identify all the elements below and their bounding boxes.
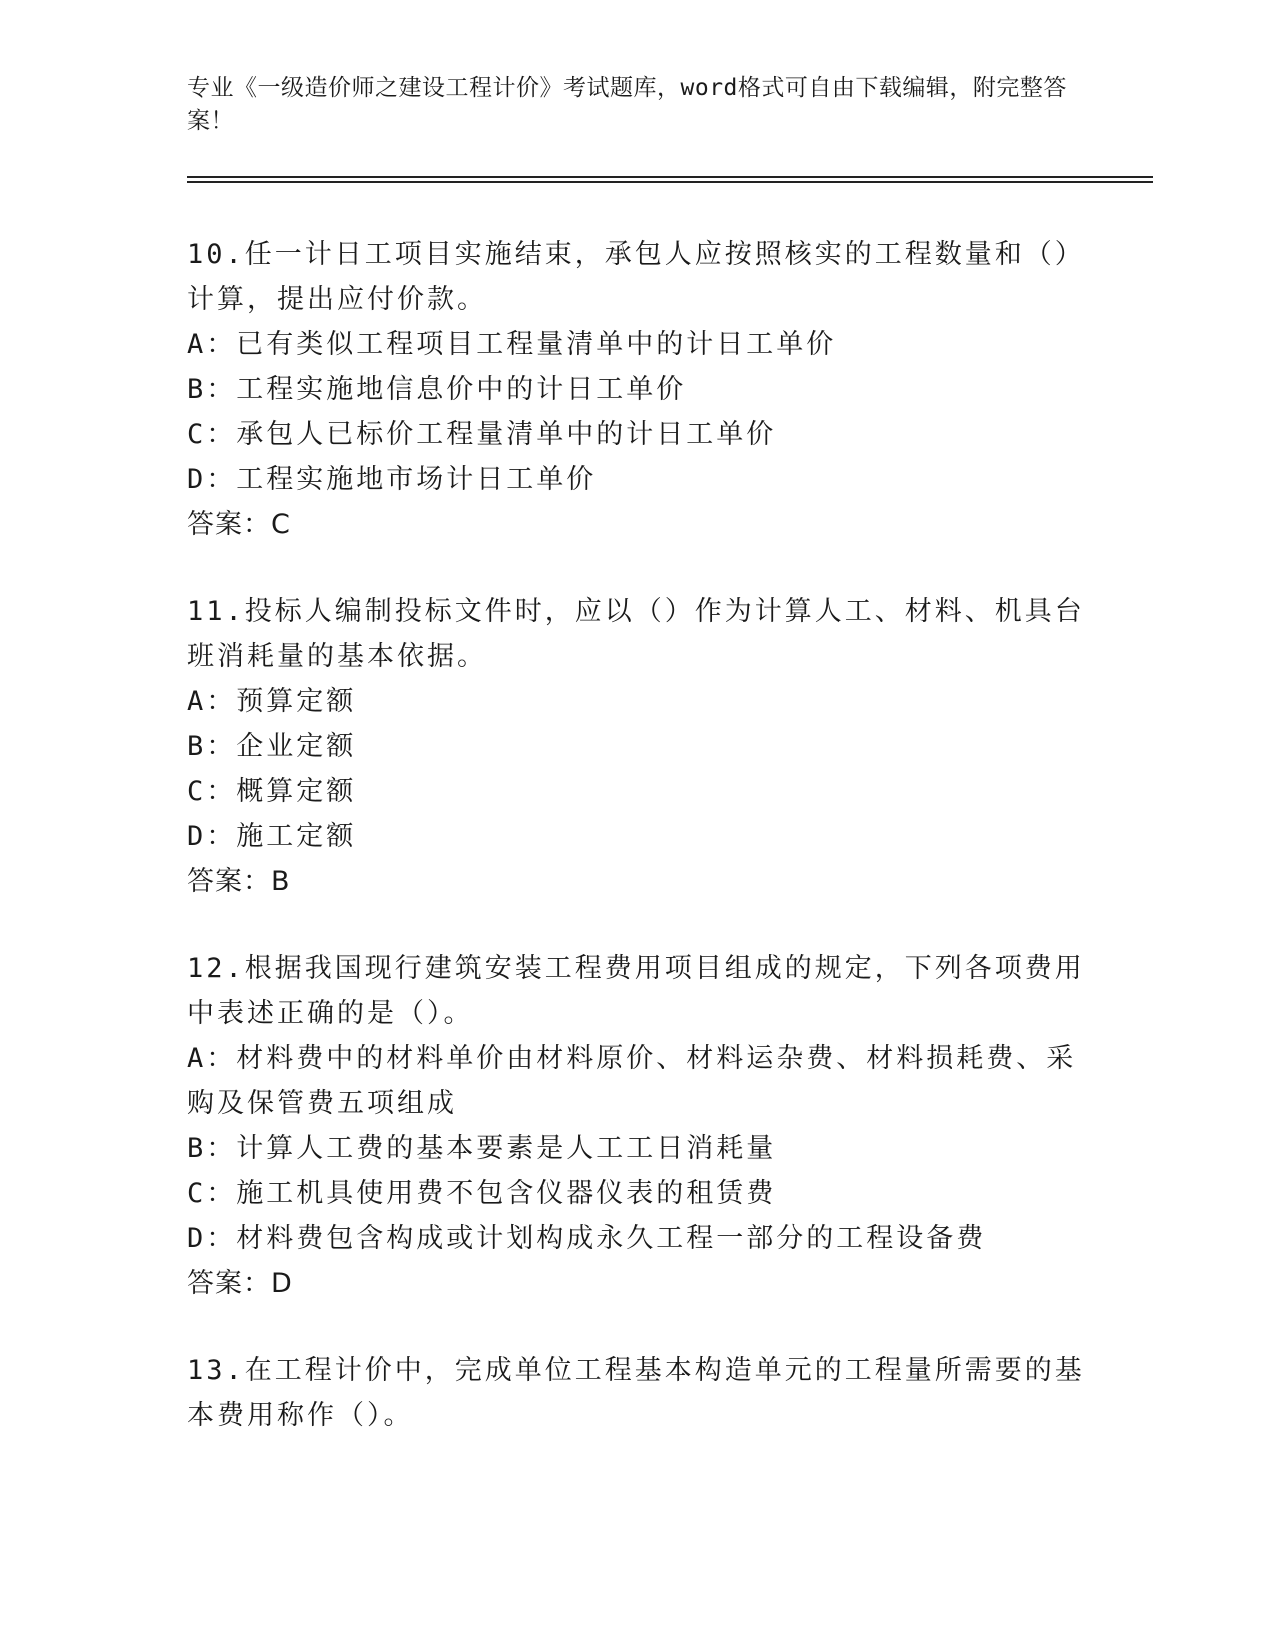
answer: 答案：D bbox=[187, 1268, 293, 1299]
question-text: 12.根据我国现行建筑安装工程费用项目组成的规定，下列各项费用中表述正确的是（）。 bbox=[187, 953, 1085, 1029]
answer: 答案：B bbox=[187, 866, 291, 897]
option-b: B：企业定额 bbox=[187, 731, 357, 762]
header-divider-top bbox=[187, 176, 1153, 178]
option-b: B：工程实施地信息价中的计日工单价 bbox=[187, 374, 687, 405]
option-a: A：已有类似工程项目工程量清单中的计日工单价 bbox=[187, 329, 837, 360]
option-d: D：施工定额 bbox=[187, 821, 357, 852]
option-d: D：工程实施地市场计日工单价 bbox=[187, 464, 597, 495]
question-text: 11.投标人编制投标文件时，应以（）作为计算人工、材料、机具台班消耗量的基本依据。 bbox=[187, 596, 1085, 672]
document-header: 专业《一级造价师之建设工程计价》考试题库，word格式可自由下载编辑，附完整答案！ bbox=[187, 75, 1067, 134]
option-c: C：施工机具使用费不包含仪器仪表的租赁费 bbox=[187, 1178, 777, 1209]
question-text: 10.任一计日工项目实施结束，承包人应按照核实的工程数量和（）计算，提出应付价款。 bbox=[187, 239, 1085, 315]
option-c: C：概算定额 bbox=[187, 776, 357, 807]
question-text: 13.在工程计价中，完成单位工程基本构造单元的工程量所需要的基本费用称作（）。 bbox=[187, 1355, 1085, 1431]
question-13 bbox=[187, 1348, 1087, 1438]
answer: 答案：C bbox=[187, 509, 291, 540]
question-11 bbox=[187, 589, 1087, 904]
question-12 bbox=[187, 946, 1087, 1306]
question-list bbox=[187, 232, 1087, 1480]
option-a: A：材料费中的材料单价由材料原价、材料运杂费、材料损耗费、采购及保管费五项组成 bbox=[187, 1043, 1077, 1119]
option-c: C：承包人已标价工程量清单中的计日工单价 bbox=[187, 419, 777, 450]
option-b: B：计算人工费的基本要素是人工工日消耗量 bbox=[187, 1133, 777, 1164]
option-d: D：材料费包含构成或计划构成永久工程一部分的工程设备费 bbox=[187, 1223, 987, 1254]
question-10 bbox=[187, 232, 1087, 547]
option-a: A：预算定额 bbox=[187, 686, 357, 717]
header-divider-bottom bbox=[187, 181, 1153, 183]
